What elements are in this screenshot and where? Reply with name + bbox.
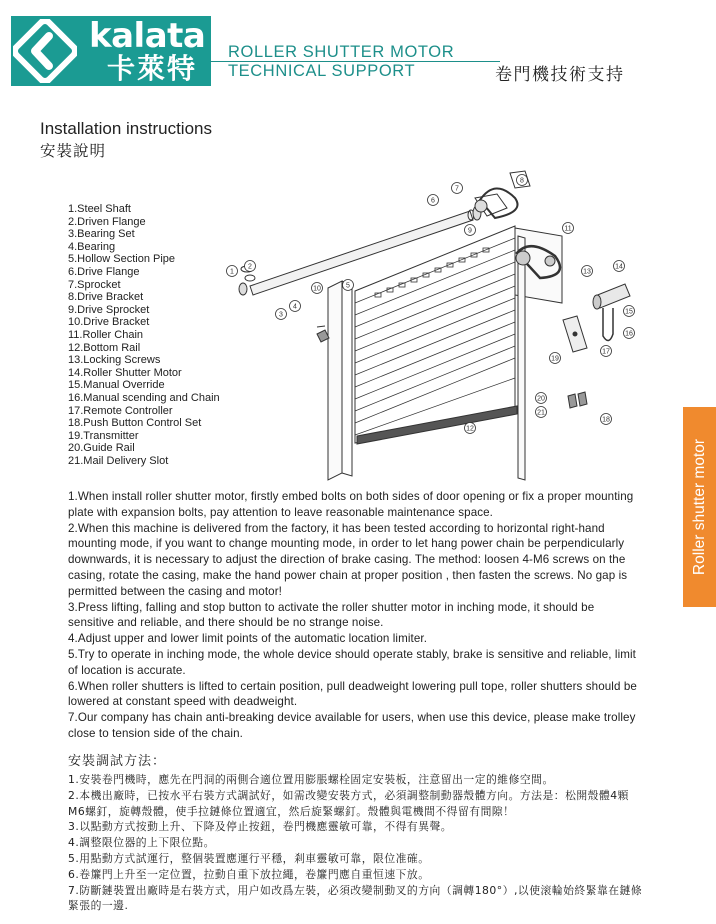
svg-text:1: 1 xyxy=(230,268,234,276)
step-text: 1.When install roller shutter motor, firstly embed bolts on both sides of door opening or fix a proper mounting plate with expansion bolts, pay attention to leave reasonable maintenance space. xyxy=(68,490,634,519)
svg-text:9: 9 xyxy=(468,227,472,235)
callout-16 xyxy=(624,328,635,339)
section-title: Installation instructions xyxy=(40,119,212,138)
parts-list-item: 12.Bottom Rail xyxy=(68,341,141,354)
step-text: 4.Adjust upper and lower limit points of the automatic location limiter. xyxy=(68,632,428,646)
parts-list-item: 15.Manual Override xyxy=(68,379,165,392)
parts-list-item: 3.Bearing Set xyxy=(68,228,135,241)
installation-steps-chinese xyxy=(68,772,643,914)
svg-text:21: 21 xyxy=(537,409,545,417)
parts-list xyxy=(68,203,220,467)
step-text-chinese: 1.安裝卷門機時，應先在門洞的兩側合適位置用膨脹螺栓固定安裝板，注意留出一定的維修空間。 xyxy=(68,773,554,786)
callout-7 xyxy=(452,183,463,194)
step-text: 6.When roller shutters is lifted to certain position, pull deadweight lowering pull tope, roller shutters should be lowered at constant speed with deadweight. xyxy=(68,679,637,709)
callout-14 xyxy=(614,261,625,272)
parts-list-item: 11.Roller Chain xyxy=(68,328,144,341)
svg-text:4: 4 xyxy=(293,303,297,311)
step-text: 2.When this machine is delivered from the factory, it has been tested according to horizontal right-hand mounting mode, if you want to change mounting mode, in order to let hang power chain be perpendicularly downwards, it is necessary to adjust the direction of brake casing. The method: loosen 4-M6 screws on the casing, rotate the casing, make the hand power chain at proper position , then fasten the screws. No gap is permitted between the casing and motor! xyxy=(68,521,628,598)
callout-17 xyxy=(601,346,612,357)
svg-text:16: 16 xyxy=(625,330,633,338)
parts-list-item: 1.Steel Shaft xyxy=(68,203,131,215)
svg-text:5: 5 xyxy=(346,282,350,290)
parts-list-item: 9.Drive Sprocket xyxy=(68,303,150,316)
brand-logo xyxy=(11,16,211,86)
installation-steps-english xyxy=(68,489,643,742)
parts-list-item: 17.Remote Controller xyxy=(68,404,173,417)
parts-list-item: 6.Drive Flange xyxy=(68,265,140,278)
parts-list-item: 7.Sprocket xyxy=(68,278,121,291)
svg-text:11: 11 xyxy=(564,225,572,233)
callout-19 xyxy=(550,353,561,364)
kalata-logo-icon xyxy=(13,19,77,83)
step-text-chinese: 2.本機出廠時，已按水平右裝方式調試好，如需改變安裝方式，必須調整制動器殼體方向。方法是：松開殼體4顆M6螺釘，旋轉殼體，使手拉鏈條位置適宜，然后旋緊螺釘。殼體與電機間不得留有間隙！ xyxy=(68,788,629,818)
callout-9 xyxy=(465,225,476,236)
callout-2 xyxy=(245,261,256,272)
parts-list-item: 5.Hollow Section Pipe xyxy=(68,253,176,266)
svg-text:7: 7 xyxy=(455,185,459,193)
parts-list-item: 8.Drive Bracket xyxy=(68,291,144,304)
svg-text:10: 10 xyxy=(313,285,321,293)
parts-list-item: 4.Bearing xyxy=(68,240,116,253)
step-text-chinese: 6.卷簾門上升至一定位置，拉動自重下放拉繩，卷簾門應自重恒速下放。 xyxy=(68,867,430,881)
section-title-chinese: 安裝說明 xyxy=(40,142,107,160)
side-tab xyxy=(683,407,716,607)
callout-3 xyxy=(276,309,287,320)
callout-10 xyxy=(312,283,323,294)
brand-name-chinese: 卡萊特 xyxy=(107,52,198,85)
step-text-chinese: 3.以點動方式按動上升、下降及停止按鈕，卷門機應靈敏可靠，不得有異聲。 xyxy=(68,820,453,834)
roller-shutter-exploded-diagram xyxy=(225,168,655,488)
parts-list-item: 2.Driven Flange xyxy=(68,215,146,228)
callout-8 xyxy=(517,175,528,186)
callout-21 xyxy=(536,407,547,418)
header-title-chinese: 卷門機技術支持 xyxy=(495,65,625,85)
step-text-chinese: 7.防斷鏈裝置出廠時是右裝方式，用户如改爲左裝，必須改變制動叉的方向（調轉180°）,以使滚輪始終緊靠在鏈條緊張的一邊. xyxy=(68,883,643,913)
callout-18 xyxy=(601,414,612,425)
side-tab-label: Roller shutter motor xyxy=(691,438,708,576)
svg-text:19: 19 xyxy=(551,355,559,363)
svg-text:14: 14 xyxy=(615,263,623,271)
parts-list-item: 18.Push Button Control Set xyxy=(68,417,202,430)
svg-text:13: 13 xyxy=(583,268,591,276)
callout-12 xyxy=(465,423,476,434)
svg-text:6: 6 xyxy=(431,197,435,205)
section-heading-chinese: 安裝調試方法： xyxy=(68,754,167,769)
svg-text:18: 18 xyxy=(602,416,610,424)
callout-1 xyxy=(227,266,238,277)
callout-5 xyxy=(343,280,354,291)
callout-4 xyxy=(290,301,301,312)
header-line-1: ROLLER SHUTTER MOTOR xyxy=(228,43,455,61)
parts-list-item: 14.Roller Shutter Motor xyxy=(68,366,182,379)
parts-list-item: 21.Mail Delivery Slot xyxy=(68,454,169,467)
callout-15 xyxy=(624,306,635,317)
parts-list-item: 20.Guide Rail xyxy=(68,442,135,455)
step-text: 3.Press lifting, falling and stop button to activate the roller shutter motor in inching mode, it should be sensitive and reliable, and there should be no strange noise. xyxy=(68,600,595,630)
callout-20 xyxy=(536,393,547,404)
parts-list-item: 10.Drive Bracket xyxy=(68,316,150,329)
parts-list-item: 16.Manual scending and Chain xyxy=(68,391,220,404)
step-text: 5.Try to operate in inching mode, the whole device should operate stably, brake is sensitive and reliable, limit of location is accurate. xyxy=(68,647,636,677)
callout-13 xyxy=(582,266,593,277)
callout-6 xyxy=(428,195,439,206)
svg-text:3: 3 xyxy=(279,311,283,319)
step-text-chinese: 5.用點動方式試運行，整個裝置應運行平穩，剎車靈敏可靠，限位准確。 xyxy=(68,851,430,865)
svg-text:12: 12 xyxy=(466,425,474,433)
parts-list-item: 19.Transmitter xyxy=(68,429,139,442)
step-text: 7.Our company has chain anti-breaking device available for users, when use this device, please make trolley close to tension side of the chain. xyxy=(68,711,636,740)
svg-text:8: 8 xyxy=(520,177,524,185)
svg-text:17: 17 xyxy=(602,348,610,356)
callout-11 xyxy=(563,223,574,234)
header-line-2: TECHNICAL SUPPORT xyxy=(228,62,416,80)
svg-text:2: 2 xyxy=(248,263,252,271)
svg-text:15: 15 xyxy=(625,308,633,316)
step-text-chinese: 4.調整限位器的上下限位點。 xyxy=(68,836,215,850)
parts-list-item: 13.Locking Screws xyxy=(68,354,161,367)
brand-name: kalata xyxy=(89,16,206,56)
svg-text:20: 20 xyxy=(537,395,545,403)
